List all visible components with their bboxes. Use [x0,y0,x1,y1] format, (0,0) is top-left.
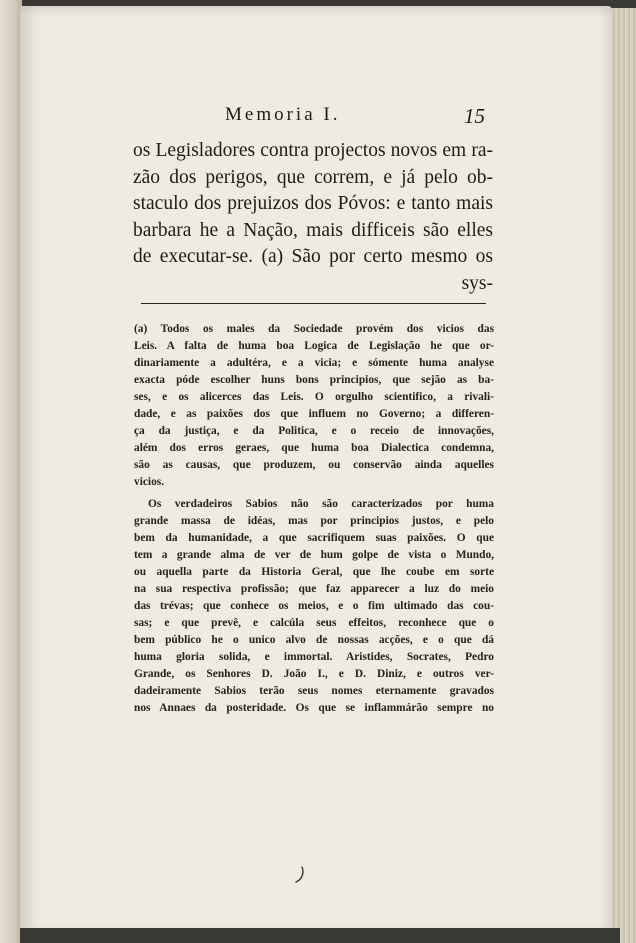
footnote-line: dadeiramente Sabios terão seus nomes eternamente gravados [134,685,494,697]
page-bottom-shadow [20,928,620,943]
footnote-block [134,321,494,717]
footnote-line: Leis. A falta de huma boa Logica de Legislação he que or- [134,340,494,352]
main-text-line: barbara he a Nação, mais difficeis são elles [133,219,493,241]
footnote-line: vicios. [134,476,165,488]
footnote-line: Grande, os Senhores D. João I., e D. Diniz, e outros ver- [134,668,494,680]
footnote-line: ou aquella parte da Historia Geral, que lhe coube em sorte [134,566,494,578]
footnote-line: dade, e as paixões dos que influem no Governo; a differen- [134,408,494,420]
ink-mark [293,866,307,884]
footnote-line: exacta póde escolher huns bons principios, que sejão as ba- [134,374,494,386]
main-text-line: de executar-se. (a) São por certo mesmo os [133,246,493,267]
page-number: 15 [464,104,485,128]
footnote-line: bem da humanidade, a que sacrifiquem suas paixões. O que [134,532,494,544]
footnote-divider [141,303,486,304]
footnote-line: são as causas, que produzem, ou conservão ainda aquelles [134,459,494,471]
footnote-line: dinariamente a adultéra, e a vicia; e sómente huma analyse [134,357,494,369]
footnote-line: bem público he o unico alvo de nossas acções, e o que dá [134,634,494,646]
main-text-line: staculo dos prejuizos dos Póvos: e tanto mais [133,193,493,214]
footnote-line: sas; e que prevê, e calcúla seus effeitos, reconhece que o [134,617,494,629]
footnote-line: além dos erros geraes, que huma boa Dialectica condemna, [134,442,494,454]
main-text-block [133,138,493,297]
footnote-line: (a) Todos os males da Sociedade provém dos vicios das [134,323,494,335]
footnote-line: ça da justiça, e da Politica, e o receio de innovações, [134,425,494,437]
running-head: Memoria I. [225,104,341,125]
main-text-line: os Legisladores contra projectos novos em ra- [133,140,493,161]
footnote-line: das trévas; que conhece os meios, e o fim ultimado das cou- [134,600,494,612]
footnote-line: huma gloria solida, e immortal. Aristides, Socrates, Pedro [134,651,494,663]
footnote-line: nos Annaes da posteridade. Os que se inflammárão sempre no [134,702,494,714]
facing-page-edge [0,0,22,943]
main-text-catchword: sys- [461,272,493,294]
footnote-line: Os verdadeiros Sabios não são caracterizados por huma [148,498,494,510]
footnote-line: grande massa de idéas, mas por principios justos, e pelo [134,515,494,527]
footnote-line: ses, e os alicerces das Leis. O orgulho scientifico, a rivali- [134,391,494,403]
footnote-line: na sua respectiva profissão; que faz apparecer a luz do meio [134,583,494,595]
main-text-line: zão dos perigos, que correm, e já pelo ob- [133,166,493,188]
footnote-line: tem a grande alma de ver de hum golpe de vista o Mundo, [134,549,494,561]
